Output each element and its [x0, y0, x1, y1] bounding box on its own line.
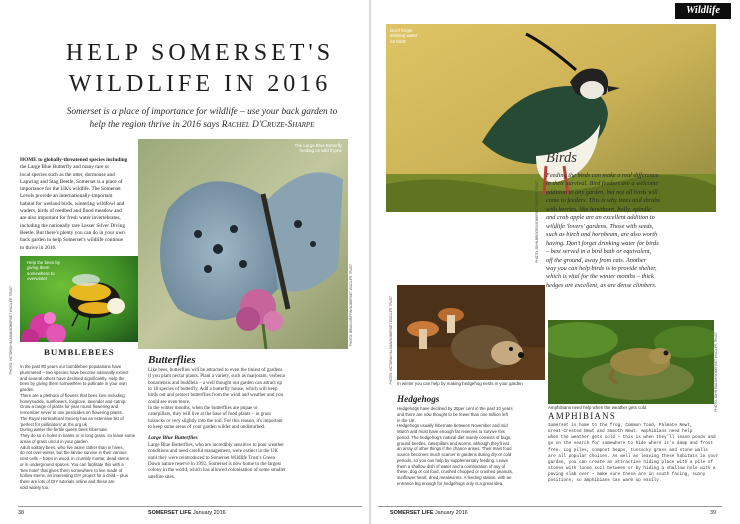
title-line-2: WILDLIFE IN 2016 [68, 71, 332, 97]
intro-line: local species such as the otter, dormouse and [20, 171, 115, 178]
right-footer-magazine: SOMERSET LIFE [390, 510, 434, 516]
frog-illustration [548, 320, 714, 404]
hedgehogs-line: these: dog or cat food, crushed chopped or crushed peanuts, [397, 469, 514, 475]
bumblebee-photo [20, 256, 138, 342]
left-footer-rule [18, 506, 362, 507]
amphibians-heading: AMPHIBIANS [548, 411, 617, 421]
bumblebees-line: 'perfect for pollinators' at rhs.org.uk [20, 421, 87, 427]
butterfly-caption-line: feeding on wild thyme [299, 148, 342, 154]
left-footer-magazine: SOMERSET LIFE [148, 510, 192, 516]
large-blue-line: satellite sites. [148, 474, 175, 480]
birds-line: addition to any garden, but not all birds will [546, 188, 658, 196]
left-footer-issue [148, 510, 226, 516]
hedgehogs-line: sunflower heart, dried mealworms. A feeding station, with an [397, 475, 512, 480]
frog-caption: Amphibians need help when the weather gets cold [548, 405, 647, 410]
subtitle-line-1: Somerset is a place of importance for wildlife – use your back garden to [66, 107, 338, 117]
bumblebees-line: nest cells – holes in wood, in crumbly mortar, dead stems [20, 456, 129, 461]
butterfly-photo [138, 139, 348, 349]
title-line-1: HELP SOMERSET'S [65, 40, 335, 66]
intro-line: importance for the UK's wildlife. The Somerset [20, 186, 121, 193]
left-page-number: 38 [18, 510, 24, 516]
hedgehogs-line: period. The hedgehog's natural diet mainly consists of bugs, [397, 434, 512, 440]
butterflies-line: birds out and protect butterflies from the wind and weather and you [148, 393, 284, 399]
large-blue-line: colony in the world, which has allowed colonisation of some smaller [148, 468, 286, 474]
intro-line: waders, birds of reedbed and flood meadow and [20, 208, 122, 215]
bumblebees-line: bees by giving them somewhere to pollinate in your own [20, 381, 127, 387]
bumblebees-heading: BUMBLEBEES [44, 347, 115, 357]
bumblebees-line: sold widely too. [20, 484, 50, 490]
hedgehogs-line: and there are now thought to be fewer than one million left [397, 411, 508, 417]
butterflies-line: to 18 species of butterfly. Add a butterfly house, which will keep [148, 387, 278, 393]
page-gutter [369, 0, 371, 524]
amphibians-line: Great-Crested Newt and Smooth Newt. Amphibians need help [548, 429, 693, 435]
birds-line: and crab apple are an excellent addition to [546, 214, 655, 222]
hedgehogs-line: Hedgehogs have declined by 30per cent in the past 10 years [397, 406, 513, 411]
butterflies-line: bonariensis and buddleia – a well thought out garden can attract up [148, 380, 282, 386]
large-blue-subheading: Large Blue Butterflies [148, 435, 198, 441]
butterflies-heading: Butterflies [148, 354, 196, 366]
bee-caption-line: overwinter [27, 276, 48, 282]
hedgehogs-body [397, 406, 543, 487]
birds-heading: Birds [546, 150, 577, 166]
bumblebees-line: The Royal Horticultural Society has an extensive list of [20, 415, 124, 421]
intro-line: Beetle. But there's plenty you can do in your own [20, 229, 125, 236]
bird-caption-line: drinking water [390, 33, 418, 39]
frog-photo-credit: PHOTO: JOHN WALSH/SOMERSET WILDLIFE TRUST [714, 332, 718, 412]
intro-line: habitat for wetland birds, wintering wildfowl and [20, 200, 125, 207]
birds-line: with berries, like hawthorn, holly, spindle [546, 205, 651, 213]
birds-line: come to feeders. This is why trees and shrubs [546, 197, 660, 205]
hedgehogs-heading: Hedgehogs [397, 394, 440, 404]
bumblebees-line: areas of grass uncut in your garden. [20, 438, 89, 444]
amphibians-line: free. Log piles, compost heaps, tussocky grass and stone walls [548, 447, 708, 453]
subtitle-line-2-text: help the region thrive in 2016 says [89, 120, 220, 130]
author-name: Rachel D'Cruze-Sharpe [221, 120, 315, 130]
hedgehogs-line: entrance big enough for hedgehogs only is a great idea. [397, 480, 504, 486]
intro-line: are also important for fresh water invertebrates, [20, 215, 121, 222]
right-footer-date: January 2016 [434, 510, 468, 516]
birds-body [546, 172, 728, 290]
amphibians-line: stones with loose soil between or by hiding a shallow hole with a [548, 466, 716, 472]
bumblebees-body [20, 364, 138, 491]
butterflies-line: tussocks or very slightly into the soil. For this reason, it's important [148, 418, 283, 424]
bumblebees-line: 'bee hotel' that gives them somewhere to live made of [20, 467, 123, 473]
bumblebees-line: and several others have declined significantly. Help the [20, 375, 125, 381]
intro-paragraph [20, 157, 134, 252]
large-blue-line: Large Blue Butterflies, who are incredibly sensitive to poor weather [148, 443, 284, 448]
birds-line: which is vital for the winter months – thick [546, 273, 654, 281]
butterflies-line: Like bees, butterflies will be attracted to even the tiniest of gardens [148, 368, 283, 373]
butterflies-line: to keep some areas of your garden wilder and undisturbed. [148, 425, 266, 431]
bumblebees-line: do not over-winter, but the larvae survive in their various [20, 450, 127, 456]
bumblebees-line: plummeted – two species have become nationally extinct [20, 369, 129, 375]
butterflies-line: if you plant nectar plants. Plant a variety, such as marjoram, verbena [148, 374, 285, 380]
article-title [40, 38, 360, 100]
amphibians-body [548, 423, 724, 485]
bumblebees-line: In the past 80 years our bumblebee populations have [20, 364, 122, 369]
hedgehog-illustration [397, 285, 545, 380]
left-footer-date: January 2016 [192, 510, 226, 516]
butterflies-line: caterpillars, they will live at the base of food plants – in grass [148, 412, 271, 418]
bird-caption-line: Don't forget [390, 28, 413, 33]
butterfly-illustration [138, 139, 348, 349]
bee-photo-credit [10, 286, 13, 374]
amphibians-line: paving slab over – make sure these are in south facing, sunny [548, 472, 706, 478]
butterfly-caption-line: The Large Blue Butterfly [294, 143, 342, 148]
right-footer-issue [390, 510, 468, 516]
hedgehog-photo [397, 285, 545, 380]
hedgehogs-line: periods, so you can help by supplementary feeding. Leave [397, 457, 509, 463]
birds-line: having. Don't forget drinking water for birds [546, 239, 659, 247]
birds-line: hedges are excellent, as are dense climbers. [546, 281, 657, 289]
intro-line: HOME to globally-threatened species including [20, 157, 128, 163]
hedgehogs-line: in the UK. [397, 417, 416, 423]
birds-line: – best served in a bird bath or equivalent, [546, 248, 652, 256]
intro-line: Levels provide an internationally-important [20, 193, 113, 200]
subtitle-line-2 [44, 119, 360, 132]
hedgehogs-line: an array of other things if the chance arises. Their main food [397, 446, 512, 452]
large-blue-line: Down nature reserve in 1992. Somerset is now home to the largest [148, 462, 281, 468]
right-footer-rule [378, 506, 722, 507]
large-blue-line: until they were reintroduced to Somerset Wildlife Trust's Green [148, 455, 275, 461]
intro-line: including the nationally rare Lesser Silver Diving [20, 222, 126, 229]
hedgehogs-line: source becomes much scarcer in gardens during dry or cold [397, 452, 512, 457]
bumblebees-line: hollow stems, an interesting DIY project for a child – plus [20, 473, 128, 479]
bee-caption-line: somewhere to [27, 270, 55, 276]
lapwing-photo-credit: PHOTO: JOHN BRIDGES/SOMERSET WILDLIFE TRUST [535, 180, 539, 263]
birds-line: wildlife 'lovers' gardens. Those with seeds, [546, 222, 654, 230]
frog-photo [548, 320, 714, 404]
bee-credit-line: SOMERSET WILDLIFE TRUST [9, 286, 13, 331]
bee-credit-line: PHOTO: VICTORIA HILLMAN/ [9, 330, 13, 375]
hedgehogs-line: Hedgehogs usually hibernate between November and mid [397, 423, 508, 429]
amphibians-line: go on the search for somewhere to hide where it's damp and frost [548, 441, 714, 447]
bumblebees-line: Grow a range of plants for year round flowering and [20, 404, 119, 410]
bumblebees-line: there are lots of DIY tutorials online and these are [20, 479, 115, 484]
intro-line: back garden to help Somerset's wildlife continue [20, 237, 124, 244]
bird-caption-line: for birds [390, 38, 406, 44]
butterflies-line: could see even more. [148, 399, 191, 405]
birds-line: Feeding the birds can make a real difference [546, 172, 659, 179]
bumblebees-line: or in underground spaces. You can facilitate this with a [20, 461, 124, 467]
bumblebees-line: Adult solitary bees, who live alone rather than in hives, [20, 444, 124, 450]
butterfly-caption [276, 143, 342, 154]
birds-line: to their survival. Bird feeders are a welcome [546, 180, 659, 188]
intro-line: Lapwing and Stag Beetle, Somerset is a place of [20, 178, 123, 185]
butterflies-line: In the winter months, when the butterflies are pupae or [148, 406, 258, 412]
large-blue-body [148, 443, 362, 481]
intro-line: to thrive in 2016. [20, 244, 57, 251]
large-blue-line: conditions and need careful management, were extinct in the UK [148, 449, 278, 455]
hedgehogs-line: March and must have enough fat reserves to survive this [397, 429, 505, 434]
bumblebees-line: honeysuckle, sunflowers, foxglove, lavender and catnip. [20, 398, 127, 404]
bird-caption [390, 28, 417, 44]
hedgehog-photo-credit: PHOTO: VICTORIA HILLMAN/SOMERSET WILDLIFE TRUST [389, 296, 393, 385]
bumblebees-line: remember never to use pesticides on flowering plants. [20, 410, 123, 415]
bumblebees-line: They do so in holes in banks or in long grass, so leave some [20, 433, 136, 438]
bumblebees-line: During winter the fertile queen bees hibernate. [20, 427, 109, 433]
birds-line: off the ground, away from cats. Another [546, 256, 647, 264]
bumblebees-line: There are a plethora of flowers that bees love including [20, 392, 125, 398]
birds-line: such as birch and hornbeam, are also worth [546, 231, 658, 239]
bee-caption-line: Help the bees by [27, 260, 60, 265]
amphibians-line: positions, so amphibians can warm up easily. [548, 478, 662, 484]
amphibians-line: are all popular choices. As well as leaving these habitats in your [548, 453, 719, 459]
bumblebees-line: garden. [20, 387, 35, 392]
bee-caption-line: giving them [27, 265, 50, 271]
right-page-number: 39 [710, 510, 716, 516]
birds-line: way you can help birds is to provide shelter, [546, 264, 657, 272]
intro-line: the Large Blue Butterfly and many rare or [20, 164, 110, 171]
bee-caption [27, 260, 60, 282]
amphibians-line: Somerset is home to the frog, Common Toad, Palmate Newt, [548, 423, 693, 428]
hedgehogs-line: them a shallow dish of water and a combination of any of [397, 463, 506, 469]
butterfly-photo-credit: PHOTO: BRIAN GRIFFIN/SOMERSET WILDLIFE TRUST [349, 264, 353, 347]
butterflies-body [148, 368, 362, 431]
amphibians-line: when the weather gets cold – this is when they'll leave ponds and [548, 435, 716, 441]
section-tag: Wildlife [675, 3, 731, 19]
hedgehogs-line: ground beetles, caterpillars and worms, although they'll eat [397, 440, 509, 446]
hedgehog-caption: In winter you can help by making hedgehog nests in your garden [397, 381, 523, 386]
amphibians-line: garden, you can create an attractive hiding place with a pile of [548, 459, 714, 465]
article-subtitle [44, 106, 360, 132]
